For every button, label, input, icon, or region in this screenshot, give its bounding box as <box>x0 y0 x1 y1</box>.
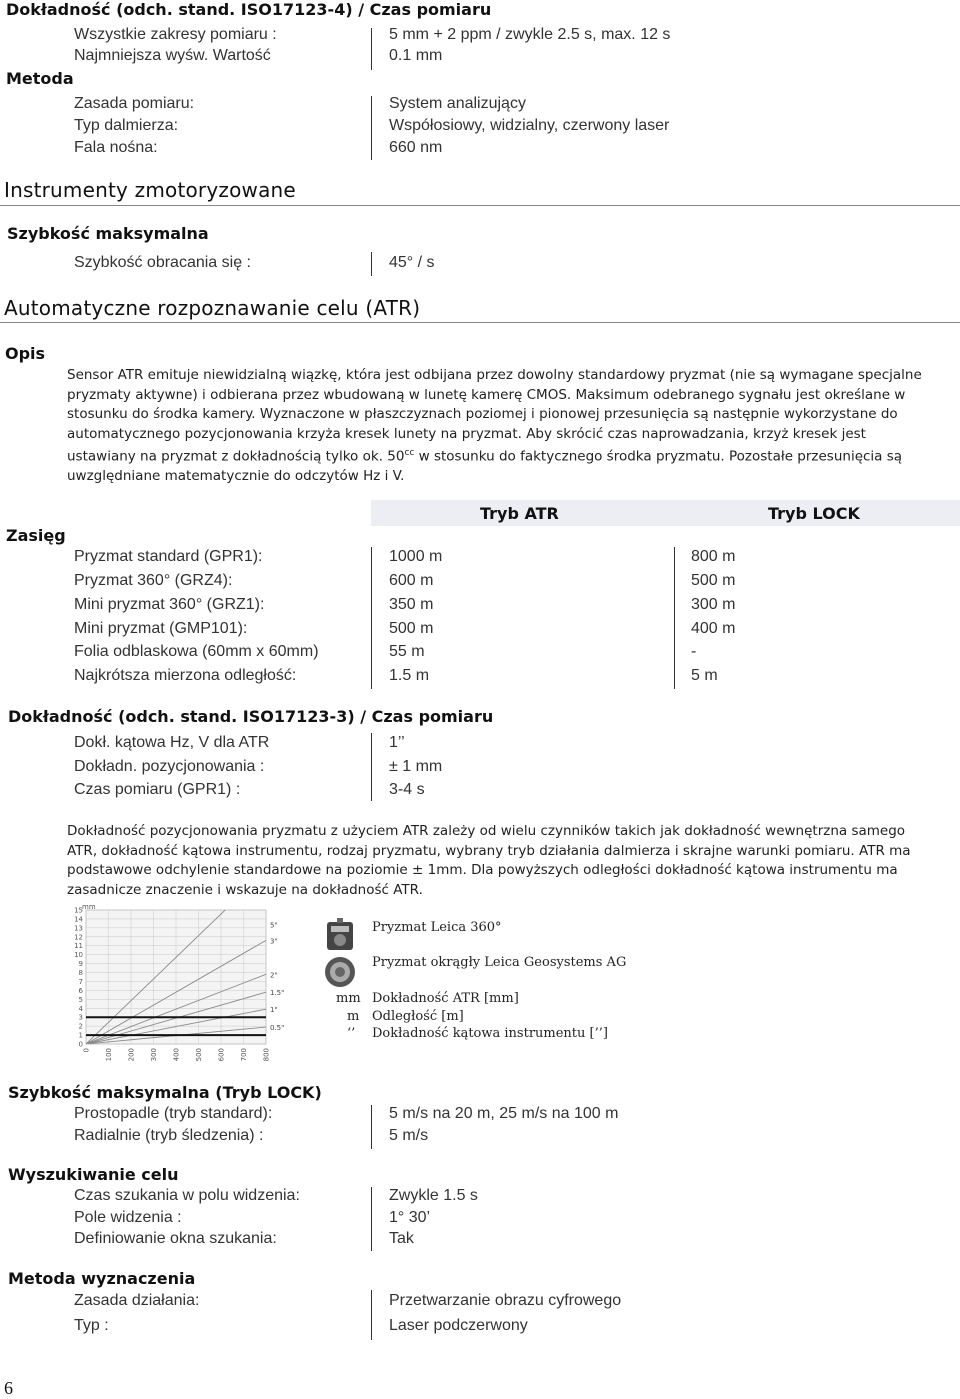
range-label: Pryzmat standard (GPR1): <box>74 548 263 565</box>
row-value: 5 m/s <box>389 1127 429 1144</box>
section-title-search: Wyszukiwanie celu <box>8 1165 179 1184</box>
range-atr: 600 m <box>389 572 434 589</box>
row-label: Typ : <box>74 1317 109 1334</box>
y-tick-label: 2 <box>78 1022 83 1031</box>
y-tick-label: 14 <box>74 915 83 924</box>
row-value: 1° 30’ <box>389 1209 431 1226</box>
row-label: Typ dalmierza: <box>74 117 179 134</box>
row-label: Najmniejsza wyśw. Wartość <box>74 47 271 64</box>
atr-description <box>67 366 937 487</box>
column-divider <box>371 1105 372 1149</box>
col-header-atr: Tryb ATR <box>480 504 559 523</box>
row-value: System analizujący <box>389 95 526 112</box>
col-header-lock: Tryb LOCK <box>768 504 860 523</box>
row-value: ± 1 mm <box>389 758 443 775</box>
series-label: 5" <box>270 921 278 930</box>
row-value: 660 nm <box>389 139 443 156</box>
row-label: Wszystkie zakresy pomiaru : <box>74 26 277 43</box>
accuracy-paragraph: Dokładność pozycjonowania pryzmatu z użyciem ATR zależy od wielu czynników takich jak dokładność wewnętrzna samego ATR, dokładność kątowa instrumentu, rodzaj pryzmatu, wybrany tryb działania dalmierza i skrajne warunki pomiaru. ATR ma podstawowe odchylenie standardowe na poziomie ± 1mm. Dla powyższych odległości dokładność kątowa instrumentu ma zasadnicze znaczenie i wskazuje na dokładność ATR. <box>67 823 911 898</box>
range-label: Najkrótsza mierzona odległość: <box>74 667 297 684</box>
row-value: 45° / s <box>389 254 435 271</box>
row-value: Współosiowy, widzialny, czerwony laser <box>389 117 670 134</box>
series-label: 2" <box>270 971 278 980</box>
y-tick-label: 15 <box>74 906 83 915</box>
x-tick-label: 300 <box>150 1048 158 1062</box>
column-divider <box>371 547 372 689</box>
y-unit-label: mm <box>82 904 96 911</box>
row-value: Tak <box>389 1230 414 1247</box>
y-tick-label: 9 <box>78 960 83 969</box>
range-atr: 1.5 m <box>389 667 430 684</box>
x-tick-label: 700 <box>240 1048 248 1062</box>
y-tick-label: 3 <box>78 1013 83 1022</box>
y-tick-label: 12 <box>74 933 83 942</box>
legend-sym: mm <box>336 991 361 1006</box>
column-divider <box>371 96 372 160</box>
subsection-title: Szybkość maksymalna <box>7 224 209 243</box>
y-tick-label: 11 <box>74 942 83 951</box>
row-label: Zasada działania: <box>74 1292 200 1309</box>
y-tick-label: 0 <box>78 1040 83 1049</box>
series-label: 3" <box>270 937 278 946</box>
row-label: Pole widzenia : <box>74 1209 182 1226</box>
x-tick-label: 0 <box>82 1048 91 1053</box>
row-label: Prostopadle (tryb standard): <box>74 1105 273 1122</box>
range-label: Folia odblaskowa (60mm x 60mm) <box>74 643 319 660</box>
range-lock: 300 m <box>691 596 736 613</box>
section-title-accuracy-2: Dokładność (odch. stand. ISO17123-3) / Czas pomiaru <box>8 707 494 726</box>
leica-360-prism-icon <box>327 918 353 950</box>
column-divider <box>371 733 372 801</box>
row-label: Zasada pomiaru: <box>74 95 195 112</box>
legend-sym: m <box>347 1009 360 1024</box>
range-atr: 500 m <box>389 620 434 637</box>
row-value: 1’’ <box>389 734 405 751</box>
series-label: 0.5" <box>270 1024 285 1033</box>
range-lock: 800 m <box>691 548 736 565</box>
page-number: 6 <box>4 1378 13 1398</box>
section-title-motorized: Instrumenty zmotoryzowane <box>4 178 296 202</box>
range-atr: 1000 m <box>389 548 443 565</box>
range-atr: 55 m <box>389 643 425 660</box>
row-value: Przetwarzanie obrazu cyfrowego <box>389 1292 622 1309</box>
range-label: Mini pryzmat (GMP101): <box>74 620 248 637</box>
row-label: Czas pomiaru (GPR1) : <box>74 781 241 798</box>
x-tick-label: 100 <box>105 1048 113 1062</box>
column-divider <box>371 28 372 70</box>
row-value: Zwykle 1.5 s <box>389 1187 478 1204</box>
row-label: Dokładn. pozycjonowania : <box>74 758 265 775</box>
range-lock: 5 m <box>691 667 718 684</box>
y-tick-label: 5 <box>78 995 83 1004</box>
atr-description-sup: cc <box>404 448 415 459</box>
y-tick-label: 10 <box>74 951 83 960</box>
x-tick-label: 800 <box>262 1048 271 1062</box>
atr-description-a: Sensor ATR emituje niewidzialną wiązkę, która jest odbijana przez dowolny standardowy pryzmat (nie są wymagane specjalne pryzmaty aktywne) i odbierana przez wbudowaną w lunetę kamerę CMOS. Maksimum odebranego sygnału jest określane w stosunku do środka kamery. Wyznaczone w płaszczyznach poziomej i pionowej przesunięcia są następnie wykorzystane do automatycznego pozycjonowania krzyża kresek lunety na pryzmat. Aby skrócić czas naprowadzania, krzyż kresek jest ustawiany na pryzmat z dokładnością tylko ok. 50 <box>67 367 922 465</box>
legend-prism-360: Pryzmat Leica 360° <box>372 920 502 935</box>
row-label: Czas szukania w polu widzenia: <box>74 1187 300 1204</box>
accuracy-chart <box>62 904 298 1084</box>
legend-text: Dokładność kątowa instrumentu [’’] <box>372 1026 608 1041</box>
prism-icons <box>321 918 359 990</box>
row-value: 5 m/s na 20 m, 25 m/s na 100 m <box>389 1105 619 1122</box>
row-label: Fala nośna: <box>74 139 158 156</box>
section-title-accuracy: Dokładność (odch. stand. ISO17123-4) / Czas pomiaru <box>6 0 492 19</box>
row-label: Radialnie (tryb śledzenia) : <box>74 1127 264 1144</box>
row-value: 0.1 mm <box>389 47 443 64</box>
section-rule <box>0 322 960 323</box>
legend-sym: ‘’ <box>347 1026 356 1041</box>
x-tick-label: 200 <box>127 1048 136 1062</box>
range-lock: 500 m <box>691 572 736 589</box>
round-prism-icon <box>325 957 355 987</box>
series-label: 1" <box>270 1006 278 1015</box>
y-tick-label: 6 <box>78 986 83 995</box>
range-lock: - <box>691 643 697 660</box>
row-label: Definiowanie okna szukania: <box>74 1230 277 1247</box>
x-tick-label: 600 <box>217 1048 226 1062</box>
y-tick-label: 1 <box>78 1031 83 1040</box>
legend-text: Dokładność ATR [mm] <box>372 991 519 1006</box>
opis-label: Opis <box>5 344 46 363</box>
x-tick-label: 500 <box>195 1048 203 1062</box>
section-title-method: Metoda <box>6 69 74 88</box>
column-divider <box>371 1187 372 1251</box>
section-title-atr: Automatyczne rozpoznawanie celu (ATR) <box>4 296 421 320</box>
section-rule <box>0 205 960 206</box>
section-title-range: Zasięg <box>6 526 66 545</box>
y-tick-label: 8 <box>78 969 83 978</box>
section-title-determination: Metoda wyznaczenia <box>8 1269 196 1288</box>
row-label: Szybkość obracania się : <box>74 254 251 271</box>
y-tick-label: 13 <box>74 924 83 933</box>
legend-text: Odległość [m] <box>372 1009 464 1024</box>
row-value: 5 mm + 2 ppm / zwykle 2.5 s, max. 12 s <box>389 26 671 43</box>
column-divider <box>674 547 675 689</box>
row-value: Laser podczerwony <box>389 1317 528 1334</box>
atr-description-b: w stosunku do faktycznego środka pryzmatu. Pozostałe przesunięcia są uwzględniane matematycznie do odczytów Hz i V. <box>67 448 903 485</box>
table-header-band <box>371 500 960 526</box>
range-label: Mini pryzmat 360° (GRZ1): <box>74 596 265 613</box>
section-title-lock: Szybkość maksymalna (Tryb LOCK) <box>8 1083 322 1102</box>
range-atr: 350 m <box>389 596 434 613</box>
legend-prism-round: Pryzmat okrągły Leica Geosystems AG <box>372 955 627 970</box>
row-value: 3-4 s <box>389 781 425 798</box>
series-label: 1.5" <box>270 989 285 998</box>
row-label: Dokł. kątowa Hz, V dla ATR <box>74 734 270 751</box>
x-tick-label: 400 <box>172 1048 181 1062</box>
y-tick-label: 7 <box>78 977 83 986</box>
column-divider <box>371 252 372 276</box>
range-lock: 400 m <box>691 620 736 637</box>
y-tick-label: 4 <box>78 1004 83 1013</box>
range-label: Pryzmat 360° (GRZ4): <box>74 572 233 589</box>
column-divider <box>371 1290 372 1340</box>
